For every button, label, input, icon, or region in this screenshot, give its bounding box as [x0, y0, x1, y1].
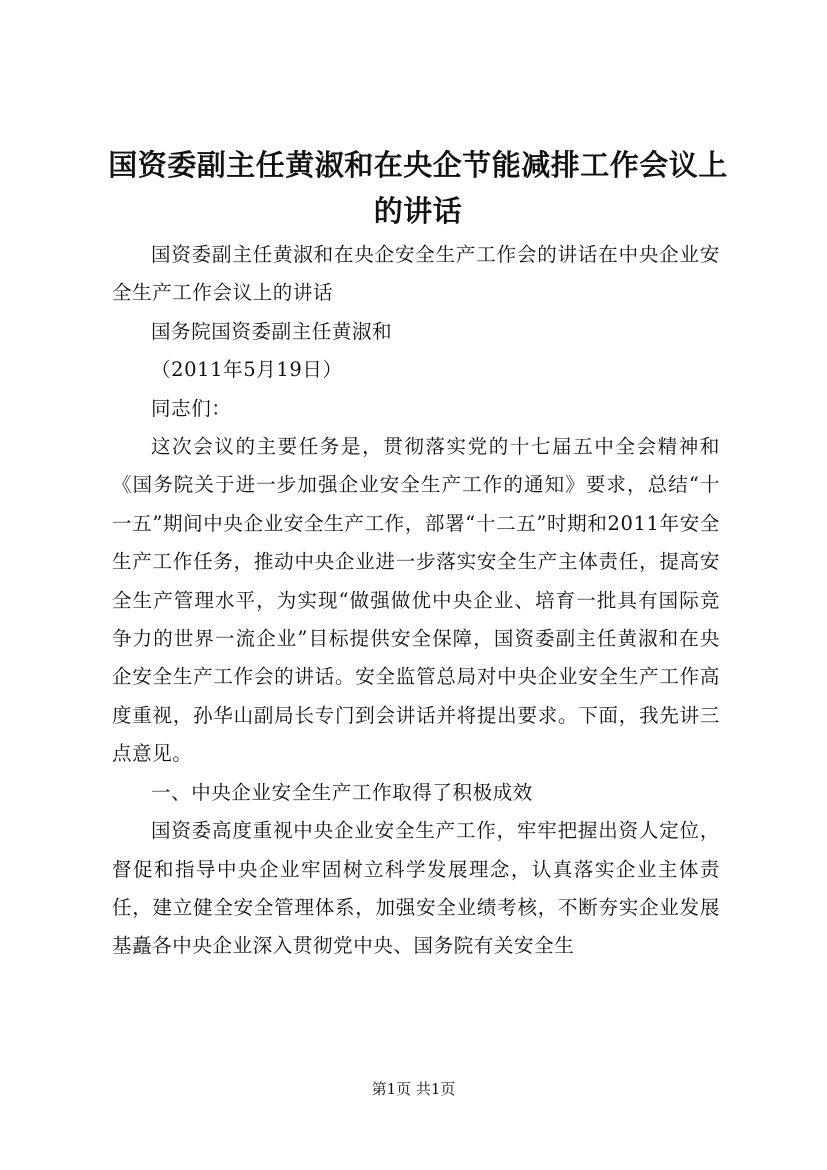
document-body — [112, 236, 720, 966]
paragraph-salutation: 同志们： — [151, 396, 232, 420]
document-title: 国资委副主任黄淑和在央企节能减排工作会议上的讲话 — [108, 148, 728, 228]
section-heading: 一、中央企业安全生产工作取得了积极成效 — [151, 780, 533, 804]
paragraph-date: （2011年5月19日） — [151, 358, 343, 382]
paragraph-subtitle: 国资委副主任黄淑和在央企安全生产工作会的讲话在中央企业安全生产工作会议上的讲话 — [112, 243, 720, 305]
paragraph-body: 国资委高度重视中央企业安全生产工作，牢牢把握出资人定位，督促和指导中央企业牢固树立科学发展理念，认真落实企业主体责任，建立健全安全管理体系，加强安全业绩考核，不断夯实企业发展基矗各中央企业深入贯彻党中央、国务院有关安全生 — [112, 819, 720, 958]
page-number-footer: 第1页 共1页 — [371, 1080, 456, 1098]
paragraph-speaker: 国务院国资委副主任黄淑和 — [151, 319, 393, 343]
paragraph-body: 这次会议的主要任务是，贯彻落实党的十七届五中全会精神和《国务院关于进一步加强企业安全生产工作的通知》要求，总结“十一五”期间中央企业安全生产工作，部署“十二五”时期和2011年安全生产工作任务，推动中央企业进一步落实安全生产主体责任，提高安全生产管理水平，为实现“做强做优中央企业、培育一批具有国际竞争力的世界一流企业”目标提供安全保障，国资委副主任黄淑和在央企安全生产工作会的讲话。安全监管总局对中央企业安全生产工作高度重视，孙华山副局长专门到会讲话并将提出要求。下面，我先讲三点意见。 — [112, 435, 720, 766]
